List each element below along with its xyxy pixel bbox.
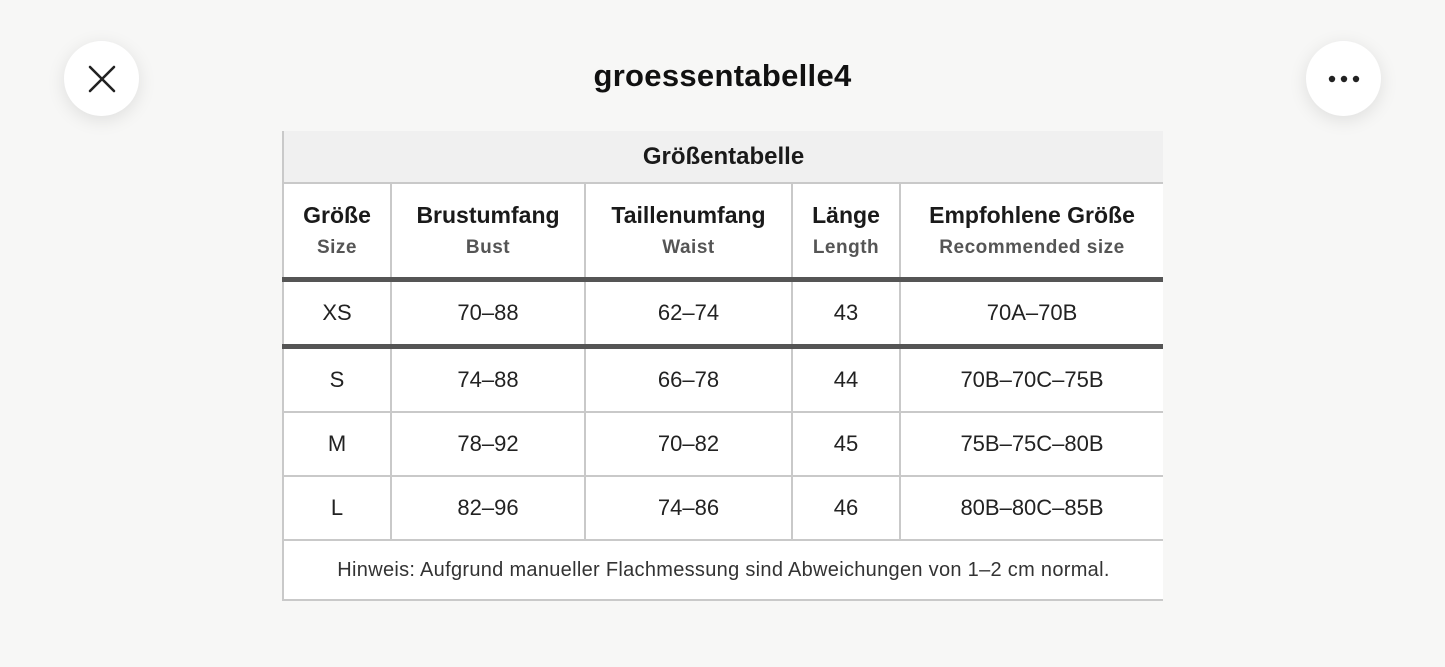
table-note: Hinweis: Aufgrund manueller Flachmessung sind Abweichungen von 1–2 cm normal. — [283, 540, 1163, 600]
column-header-sublabel: Length — [812, 237, 880, 258]
table-caption: Größentabelle — [283, 131, 1163, 183]
table-cell: 70–88 — [391, 280, 585, 347]
table-cell: 74–88 — [391, 347, 585, 413]
column-header-bust — [391, 183, 585, 280]
column-header-sublabel: Recommended size — [939, 237, 1125, 258]
table-cell: 62–74 — [585, 280, 792, 347]
column-header-sublabel: Size — [316, 237, 358, 258]
column-header-sublabel: Bust — [465, 237, 511, 258]
table-cell: XS — [283, 280, 391, 347]
column-header-size — [283, 183, 391, 280]
table-cell: 43 — [792, 280, 900, 347]
column-header-sublabel: Waist — [662, 237, 715, 258]
page-title: groessentabelle4 — [593, 58, 852, 93]
column-header-label: Größe — [303, 202, 371, 228]
table-cell: 70–82 — [585, 412, 792, 476]
table-cell: 74–86 — [585, 476, 792, 540]
table-cell: 78–92 — [391, 412, 585, 476]
size-chart-image — [282, 131, 1163, 605]
table-cell: 82–96 — [391, 476, 585, 540]
table-cell: M — [283, 412, 391, 476]
more-options-button[interactable] — [1306, 41, 1381, 116]
table-cell: 45 — [792, 412, 900, 476]
column-header-length — [792, 183, 900, 280]
column-header-label: Länge — [812, 202, 880, 228]
table-row — [283, 476, 1163, 540]
table-cell: 80B–80C–85B — [900, 476, 1163, 540]
table-cell: 46 — [792, 476, 900, 540]
table-note-row — [283, 540, 1163, 600]
column-header-waist — [585, 183, 792, 280]
column-header-recommended-size — [900, 183, 1163, 280]
table-row — [283, 412, 1163, 476]
table-cell: 66–78 — [585, 347, 792, 413]
table-row — [283, 280, 1163, 347]
column-header-label: Taillenumfang — [611, 202, 766, 228]
table-cell: 70A–70B — [900, 280, 1163, 347]
table-cell: S — [283, 347, 391, 413]
table-cell: 44 — [792, 347, 900, 413]
more-horizontal-icon — [1328, 75, 1360, 83]
table-cell: 75B–75C–80B — [900, 412, 1163, 476]
column-header-label: Empfohlene Größe — [929, 202, 1135, 228]
table-cell: L — [283, 476, 391, 540]
column-header-label: Brustumfang — [416, 202, 560, 228]
size-table — [282, 131, 1163, 601]
table-cell: 70B–70C–75B — [900, 347, 1163, 413]
table-row — [283, 347, 1163, 413]
